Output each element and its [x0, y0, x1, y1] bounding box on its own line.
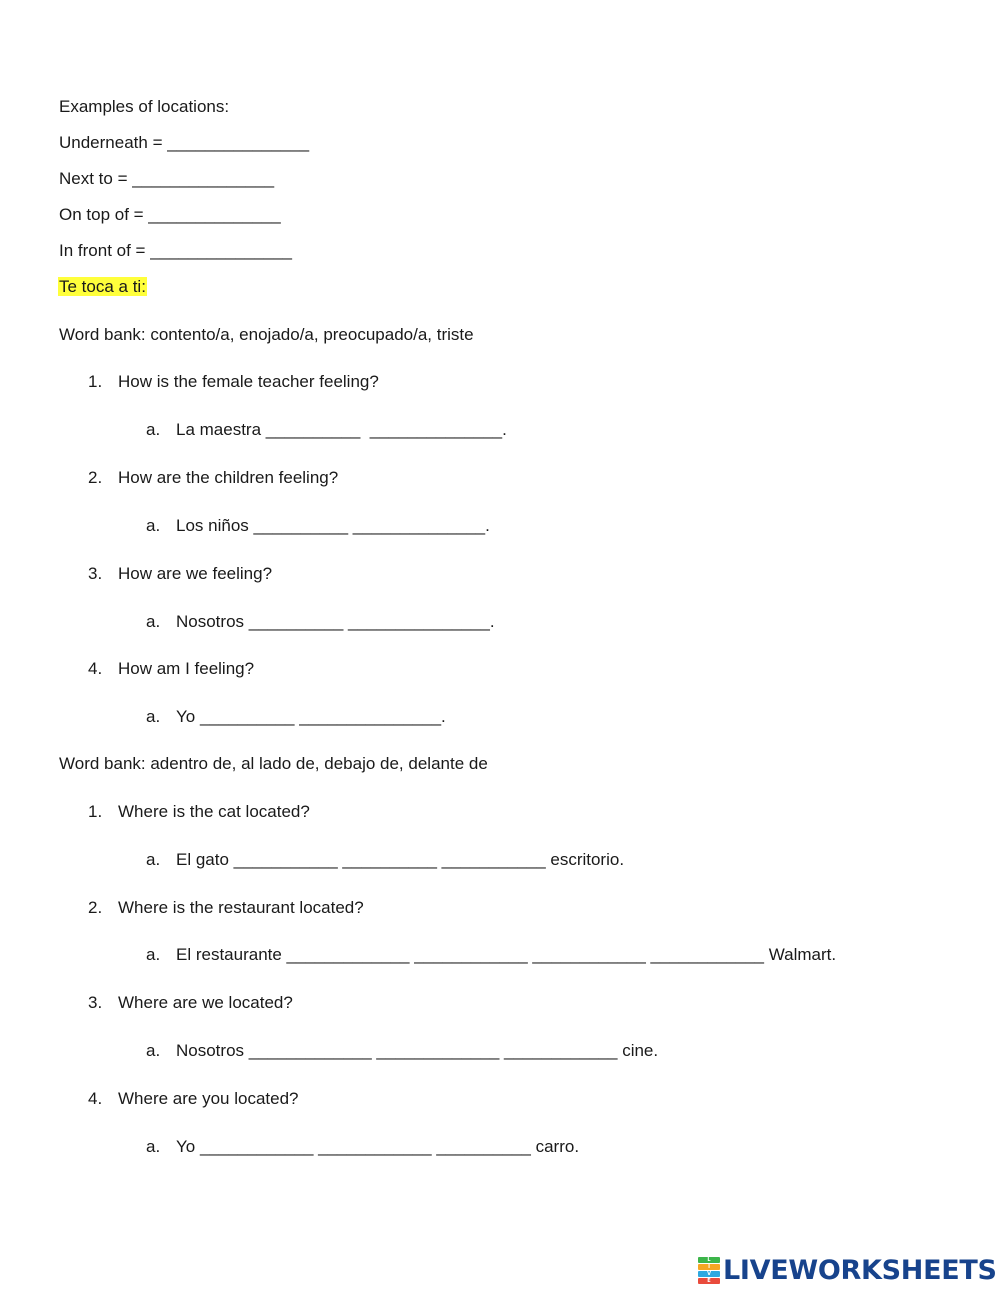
logo-icon-letter-v: V — [698, 1271, 720, 1277]
location-next-to: Next to = _______________ — [59, 169, 275, 188]
te-toca-text: Te toca a ti: — [59, 277, 146, 296]
places-q2-number: 2. — [88, 898, 103, 917]
places-q4-letter: a. — [146, 1137, 161, 1156]
te-toca-highlight — [58, 276, 147, 298]
places-q3-letter: a. — [146, 1041, 161, 1060]
places-word-bank: Word bank: adentro de, al lado de, debajo de, delante de — [59, 754, 488, 773]
location-in-front-of: In front of = _______________ — [59, 241, 293, 260]
places-q3-number: 3. — [88, 993, 103, 1012]
feelings-q3-answer: Nosotros __________ _______________. — [176, 612, 495, 631]
locations-heading: Examples of locations: — [59, 97, 230, 116]
feelings-q1-answer: La maestra __________ ______________. — [176, 420, 507, 439]
places-q4-text: Where are you located? — [118, 1089, 299, 1108]
feelings-word-bank: Word bank: contento/a, enojado/a, preocupado/a, triste — [59, 325, 474, 344]
places-q4-answer: Yo ____________ ____________ __________ carro. — [176, 1137, 580, 1156]
logo-icon-letter-l: L — [698, 1257, 720, 1263]
feelings-q3-text: How are we feeling? — [118, 564, 273, 583]
places-q4-number: 4. — [88, 1089, 103, 1108]
location-on-top-of: On top of = ______________ — [59, 205, 281, 224]
feelings-q4-letter: a. — [146, 707, 161, 726]
feelings-q3-number: 3. — [88, 564, 103, 583]
places-q2-answer: El restaurante _____________ ____________ ____________ ____________ Walmart. — [176, 945, 837, 964]
feelings-q1-letter: a. — [146, 420, 161, 439]
feelings-q1-text: How is the female teacher feeling? — [118, 372, 379, 391]
places-q3-answer: Nosotros _____________ _____________ ____________ cine. — [176, 1041, 659, 1060]
places-q1-answer: El gato ___________ __________ ___________ escritorio. — [176, 850, 625, 869]
places-q1-text: Where is the cat located? — [118, 802, 310, 821]
feelings-q2-text: How are the children feeling? — [118, 468, 339, 487]
places-q2-letter: a. — [146, 945, 161, 964]
places-q3-text: Where are we located? — [118, 993, 293, 1012]
liveworksheets-logo — [698, 1255, 997, 1285]
feelings-q3-letter: a. — [146, 612, 161, 631]
places-q1-number: 1. — [88, 802, 103, 821]
places-q2-text: Where is the restaurant located? — [118, 898, 364, 917]
logo-icon-letter-i: I — [698, 1264, 720, 1270]
feelings-q4-answer: Yo __________ _______________. — [176, 707, 446, 726]
feelings-q4-text: How am I feeling? — [118, 659, 255, 678]
places-q1-letter: a. — [146, 850, 161, 869]
location-underneath: Underneath = _______________ — [59, 133, 310, 152]
liveworksheets-logo-icon — [698, 1257, 720, 1283]
feelings-q2-answer: Los niños __________ ______________. — [176, 516, 490, 535]
feelings-q4-number: 4. — [88, 659, 103, 678]
liveworksheets-logo-text: LIVEWORKSHEETS — [723, 1254, 997, 1286]
feelings-q2-number: 2. — [88, 468, 103, 487]
logo-icon-letter-e: E — [698, 1278, 720, 1284]
feelings-q2-letter: a. — [146, 516, 161, 535]
feelings-q1-number: 1. — [88, 372, 103, 391]
